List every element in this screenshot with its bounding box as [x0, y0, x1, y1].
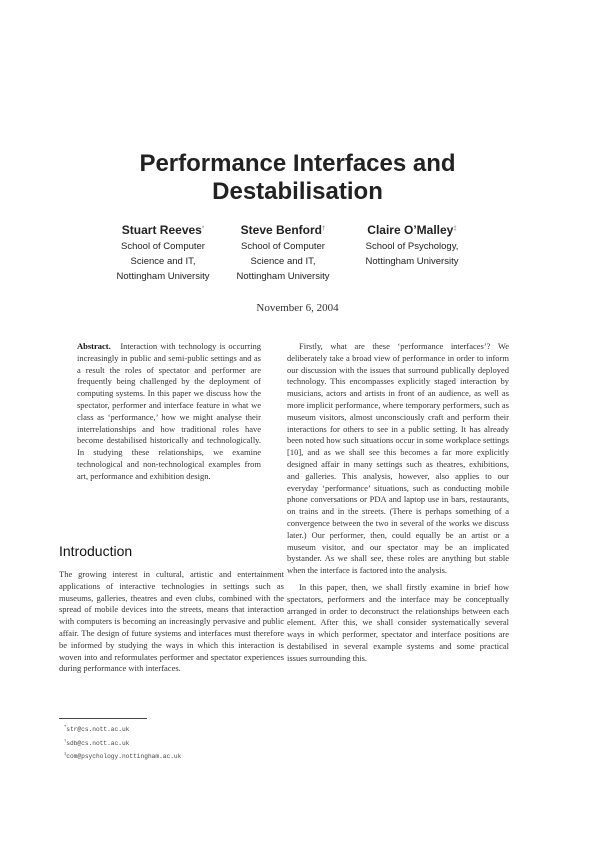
author-name: Stuart Reeves* — [121, 223, 205, 237]
author-affiliation: School of Psychology, — [365, 241, 459, 252]
footnote-email: com@psychology.nottingham.ac.uk — [66, 753, 182, 761]
right-column — [287, 341, 509, 670]
author-name: Claire O’Malley‡ — [367, 223, 457, 237]
title-line-2: Destabilisation — [212, 178, 383, 205]
footnote: *str@cs.nott.ac.uk — [64, 724, 130, 734]
author-name: Steve Benford† — [240, 223, 326, 237]
author-affiliation: School of Computer — [241, 241, 325, 252]
footnote-mark: † — [322, 226, 326, 232]
author-block-1 — [98, 222, 228, 284]
body-paragraph: The growing interest in cultural, artistic and entertainment applications of interactive technologies in settings such as museums, galleries, theatres and even clubs, combined with the spread of mobile devices into the streets, means that interaction with computers is becoming an increasingly pervasive and public affair. The design of future systems and interfaces must therefore be informed by studying the ways in which this interaction is woven into and reformulates performer and spectator experiences during performance with interfaces. — [59, 569, 284, 674]
section-heading: Introduction — [59, 543, 133, 559]
body-paragraph: Firstly, what are these ‘performance interfaces’? We deliberately take a broad view of performance in order to inform our discussion with the issues that surround publically deployed technology. This encompasses explicitly staged interaction by musicians, actors and artists in front of an audience, as well as more implicit performance, where temporary performers, such as museum visitors, almost unconsciously craft and perform their interactions for others to see in a public setting. It has already been noted how such situations occur in some workplace settings [10], and as we shall see this becomes a far more explicitly designed affair in many settings such as theatres, exhibitions, and galleries. This analysis, however, also applies to our everyday ‘performance’ situations, such as conducting mobile phone conversations or PDA and laptop use in bars, restaurants, on trains and in the streets. (There is perhaps something of a convergence between the two in several of the works we discuss later.) Our performer, then, could equally be an artist or a museum visitor, and our spectator may be an implicated bystander. As we shall see, these roles are anything but stable when the interface is factored into the analysis. — [287, 341, 509, 576]
author-affiliation: School of Computer — [121, 241, 205, 252]
footnote-mark: * — [201, 226, 205, 232]
paper-title — [60, 150, 535, 206]
author-block-2 — [218, 222, 348, 284]
author-affiliation: Nottingham University — [116, 271, 210, 282]
author-affiliation: Nottingham University — [365, 256, 459, 267]
paper-date: November 6, 2004 — [256, 302, 339, 314]
footnote: †sdb@cs.nott.ac.uk — [64, 737, 130, 747]
author-affiliation: Science and IT, — [130, 256, 196, 267]
body-paragraph: In this paper, then, we shall firstly examine in brief how spectators, performers and the interface may be conceptually arranged in order to deconstruct the relationships between each element. After this, we shall consider systematically several ways in which performer, spectator and interface positions are destabilised in several example systems and some practical issues surrounding this. — [287, 581, 509, 663]
author-block-3 — [347, 222, 477, 269]
footnote-email: sdb@cs.nott.ac.uk — [66, 739, 130, 747]
footnote-email: str@cs.nott.ac.uk — [66, 726, 130, 734]
abstract — [77, 341, 261, 483]
abstract-label: Abstract. — [77, 341, 111, 351]
title-line-1: Performance Interfaces and — [139, 150, 456, 177]
footnote-mark: ‡ — [453, 226, 457, 232]
author-affiliation: Nottingham University — [236, 271, 330, 282]
footnote-rule — [59, 718, 147, 719]
footnotes — [64, 722, 284, 763]
footnote: ‡com@psychology.nottingham.ac.uk — [64, 751, 182, 761]
abstract-text: Interaction with technology is occurring increasingly in public and semi-public settings and as a result the roles of spectator and performer are frequently being challenged by the deployment of computing systems. In this paper we discuss how the spectator, performer and interface feature in what we class as ‘performance,’ how we might analyse their interrelationships and how traditional roles have become destabilised historically and technologically. In studying these relationships, we examine technological and non-technological examples from art, performance and exhibition design. — [77, 341, 262, 481]
author-affiliation: Science and IT, — [250, 256, 316, 267]
